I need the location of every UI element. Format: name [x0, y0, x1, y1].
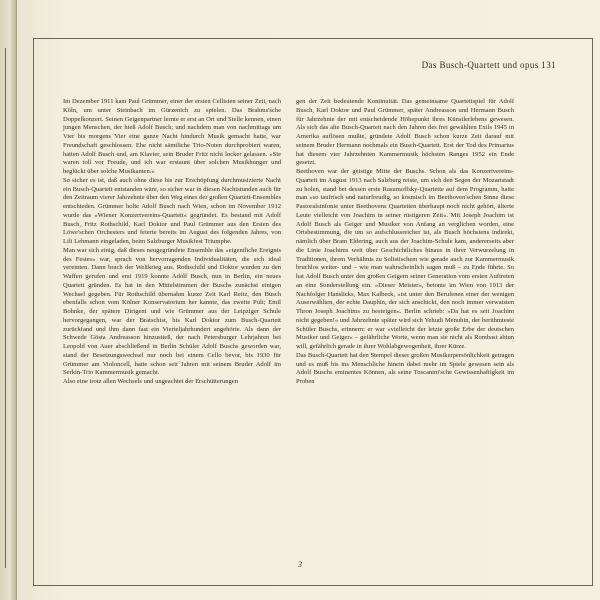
- text-column-left: [63, 98, 281, 387]
- paragraph: So sicher es ist, daß auch ohne diese bis zur Erschöpfung durchmusizierte Nacht ein Busch-Quartett entstanden wäre, so sicher war in diesen Nachtstunden auch für den Zeitraum vierer Jahrzehnte über den Weg eines der großen Quartett-Ensembles entschieden. Grümmer holte Adolf Busch nach Wien, schon im November 1912 wurde das »Wiener Konzertvereins-Quartett« gegründet. Es bestand mit Adolf Busch, Fritz Rothschild, Karl Doktor und Paul Grümmer aus den Ersten des Löwe'schen Orchesters und feierte bereits im August des folgenden Jahres, von Lili Lehmann eingeladen, beim Salzburger Musikfest Triumphe.: [63, 176, 281, 245]
- paragraph: Im Dezember 1911 kam Paul Grümmer, einer der ersten Cellisten seiner Zeit, nach Köln, um unter Steinbach im Gürzenich zu spielen. Das Brahms'sche Doppelkonzert. Seinen Geigenpartner lernte er erst an Ort und Stelle kennen, einen jungen Menschen, der hieß Adolf Busch; und nachdem man von nachmittags um Vier bis morgens Vier eine ganze Nacht hindurch Musik gemacht hatte, war Freundschaft geschlossen. Ehe nicht sämtliche Trio-Noten durchprobiert waren, hatten Adolf Busch und, am Klavier, sein Bruder Fritz nicht locker gelassen. »Sie waren toll vor Freude, und ich war erstaunt über solchen Musikhunger und beglückt über solche Musikanten.«: [63, 98, 281, 175]
- paragraph: Das Busch-Quartett hat den Stempel dieser großen Musikerpersönlichkeit getragen und es muß bis ins Menschliche hinein dabei mehr im Spiele gewesen sein als Adolf Buschs eminentes Können, als seine Toscanini'sche Gewissenhaftigkeit im Proben: [296, 351, 514, 385]
- text-column-right: [296, 98, 514, 387]
- paragraph: Beethoven war der geistige Mitte der Buschs. Schon als das Konzertvereins-Quartett im August 1913 nach Salzburg reiste, um sich den Segen der Mozartstadt zu holen, stand bei dessen erste Rasumoffsky-Quartette auf dem Programm, hatte man »so taufrisch und naturfreudig, so kosmisch im Beethoven'schen Sinne diese Pastoralsinfonie unter Beethovens Quartetten überhaupt noch nicht gehört, älterte Leute vielleicht von Joachim in seiner rüstigeren Zeit«. Mit Joseph Joachim ist Adolf Busch als Geiger und Musiker von Anfang an verglichen worden, eine Ortsbestimmung, die um so aufschlussreicher ist, als Busch höchstens indirekt, nämlich über Bram Eldering, auch aus der Joachim-Schule kam, andererseits aber die Linie Joachims weit über Geschichtliches hinaus in ihrer Verwurzelung in Traditionen, ihrem Verhältnis zu Solistischem wie gerade auch zur Kammermusik bruchlos weiter- und – wie man wahrscheinlich sagen muß – zu Ende führte. So hat Adolf Busch unter den großen Geigern seiner Generation vom ersten Auftreten an eine Sonderstellung ein. »Dieser Meister«, betonte im Wien von 1913 der Nachfolger Hanslicks, Max Kalbeck, »ist unter den Berufenen einer der wenigen Auserwählten, der echte Dauphin, der sich anschickt, den noch immer verwaisten Thron Joseph Joachims zu besteigen«. Berlin schrieb: »Da hat es seit Joachim nicht gegeben!« und Jahrzehnte später wird sich Yehudi Menuhin, der berühmteste Schüler Buschs, erinnern: er war »vielleicht der letzte große Erbe der deutschen Musiker und Geiger« – gefährliche Worte, wenn man sie nicht als Rombast abtun will, gefährlich gerade in ihrer Wohlabgewogenheit, ihrer Kürze.: [296, 168, 514, 350]
- facing-page-edge: [0, 0, 17, 600]
- page-number: 3: [298, 560, 302, 569]
- paragraph: Also eine trotz allen Wechsels und ungeachtet der Erschütterungen: [63, 378, 238, 385]
- paragraph: gen der Zeit bedeutende Kontinuität. Das gemeinsame Quartettspiel für Adolf Busch, Karl Doktor und Paul Grümmer, später Andreasson und Hermann Busch für Jahrzehnte der mit entscheidende Höhepunkt ihres Künstlerlebens gewesen. Als sich das alte Busch-Quartett nach den Jahren des frei gewählten Exils 1945 in Amerika auflösen mußte, gründete Adolf Busch schon kurze Zeit darauf mit seinem Bruder Hermann nochmals ein Busch-Quartett. Erst der Tod des Primarius hat diesem vier Jahrzehnten Kammermusik höchsten Ranges 1952 ein Ende gesetzt.: [296, 98, 514, 167]
- page-title: Das Busch-Quartett und opus 131: [421, 60, 556, 70]
- facing-page-frame-line: [5, 48, 6, 568]
- paragraph: Man war sich einig, daß dieses neugegründete Ensemble das »eigentliche Ereignis des Festes« war, sprach von hervorragenden Individualitäten, die sich ideal vereinten. Dann brach der Weltkrieg aus. Rothschild und Doktor wurden zu den Waffen gerufen und erst 1919 konnte Adolf Busch, nun in Berlin, ein neues Quartett gründen. Es hat in den Mittelstimmen der Buschs zunächst einigen Wechsel gegeben. Für Rothschild übernahm kurze Zeit Karl Reitz, den Busch ebenfalls schon vom Kölner Konservatorium her kannte, das zweite Pult; Emil Bohnke, der spätere Dirigent und wie Grümmer aus der Leipziger Schule hervorgegangen, war der Bratschist, bis Karl Doktor zum Busch-Quartett zurückfand und ihm dann fast ein Vierteljahrhundert angehörte. Als dann der Schwede Gösta Andreasson hinzustieß, der nach Petersburger Lehrjahren bei Leopold von Auer abschließend in Berlin Schüler Adolf Buschs geworden war, stand der Besetzungswechsel nur noch bei einem Cello bevor, bis 1930 für Grümmer am Violoncell, hatte schon seit Jahren mit seinem Bruder Adolf im Serkin-Trio Kammermusik gemacht.: [63, 246, 281, 377]
